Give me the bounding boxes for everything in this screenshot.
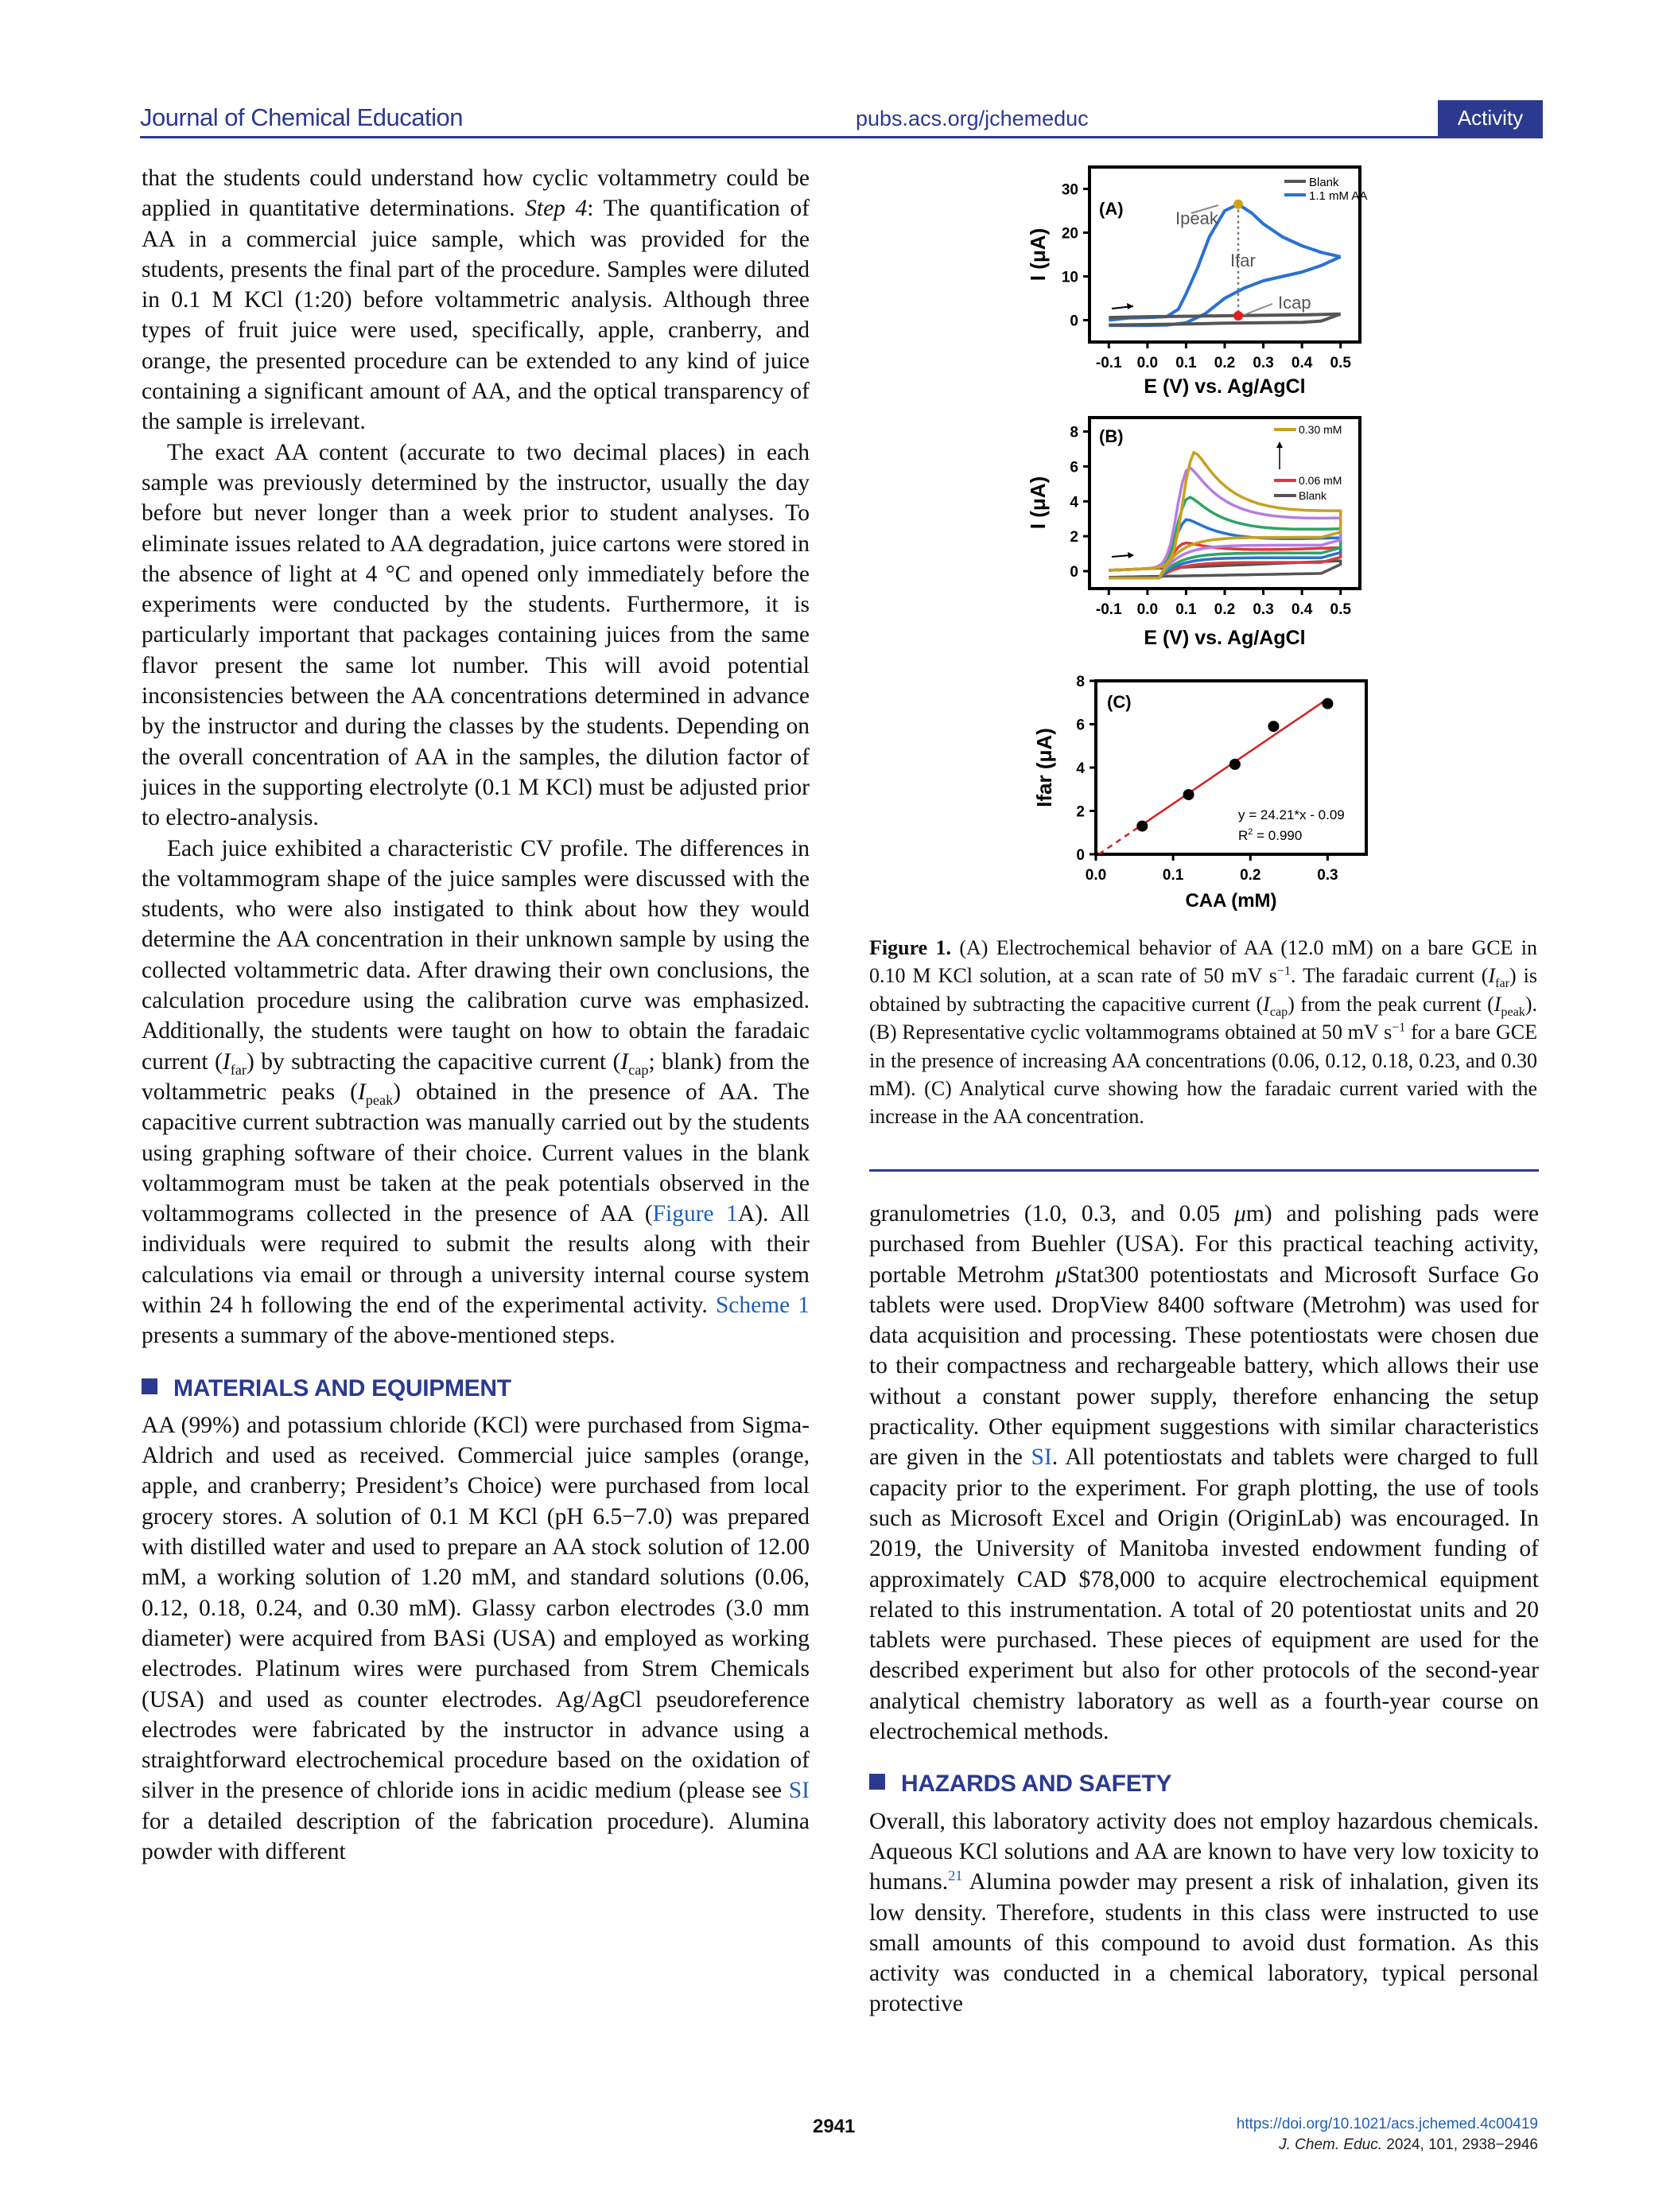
y-axis-label: I (μA) [1026, 227, 1050, 282]
x-tick-label: -0.1 [1095, 355, 1122, 371]
x-tick-label: 0.5 [1330, 601, 1351, 618]
data-point [1136, 821, 1148, 832]
x-axis-label: E (V) vs. Ag/AgCl [1144, 375, 1306, 398]
y-tick-label: 2 [1076, 803, 1085, 821]
y-axis-label: Ifar (μA) [1032, 728, 1056, 807]
journal-url[interactable]: pubs.acs.org/jchemeduc [856, 107, 1089, 130]
y-axis-label: I (μA) [1026, 476, 1050, 530]
arrow-head [1128, 552, 1134, 558]
icap-leader [1244, 304, 1272, 315]
section-square-icon [869, 1774, 885, 1790]
series-line [1109, 314, 1340, 317]
paragraph: The exact AA content (accurate to two decimal places) in each sample was previously determined by the instructor, usually the day before but never longer than a week prior to student analyses. To eliminate issues related to AA degradation, juice cartons were stored in the absence of light at 4 °C and opened only immediately before the experiments were conducted by the students. Furthermore, it is particularly important that packages containing juices from the same flavor present the same lot number. This will avoid potential inconsistencies between the AA concentrations determined in advance by the instructor and during the classes by the students. Depending on the overall concentration of AA in the samples, the dilution factor of juices in the supporting electrolyte (0.1 M KCl) must be adjusted prior to electro-analysis. [142, 439, 810, 831]
legend-label: Blank [1309, 176, 1339, 189]
y-tick-label: 6 [1070, 459, 1078, 476]
panel-c [1010, 668, 1408, 923]
fit-equation: y = 24.21*x - 0.09 [1238, 807, 1345, 822]
icap-annotation: Icap [1278, 293, 1311, 313]
x-tick-label: 0.0 [1085, 867, 1107, 884]
section-heading-materials: MATERIALS AND EQUIPMENT [142, 1374, 810, 1404]
ifar-annotation: Ifar [1230, 251, 1256, 270]
y-tick-label: 0 [1070, 564, 1078, 581]
panel-label: (B) [1099, 426, 1124, 446]
y-tick-label: 30 [1061, 181, 1078, 199]
section-heading-hazards: HAZARDS AND SAFETY [869, 1769, 1539, 1799]
x-tick-label: 0.4 [1291, 355, 1313, 371]
paragraph: granulometries (1.0, 0.3, and 0.05 μm) and polishing pads were purchased from Buehler (USA). For this practical teaching activity, portable Metrohm μStat300 potentiostats and Microsoft Surface Go tablets were used. DropView 8400 software (Metrohm) was used for data acquisition and processing. These potentiostats were chosen due to their compactness and rechargeable battery, which allows their use without a constant power supply, therefore enhancing the setup practicality. Other equipment suggestions with similar characteristics are given in the SI. All potentiostats and tablets were charged to full capacity prior to the experiment. For graph plotting, the use of tools such as Microsoft Excel and Origin (OriginLab) was encouraged. In 2019, the University of Manitoba invested endowment funding of approximately CAD $78,000 to acquire electrochemical equipment related to this instrumentation. A total of 20 potentiostat units and 20 tablets were purchased. These pieces of equipment are used for the described experiment but also for other protocols of the second-year analytical chemistry laboratory as well as a fourth-year course on electrochemical methods. [869, 1201, 1539, 1745]
y-tick-label: 4 [1076, 760, 1085, 777]
x-tick-label: 0.0 [1136, 355, 1159, 371]
section-badge: Activity [1438, 100, 1543, 136]
chart-panel-a [1010, 159, 1392, 406]
y-tick-label: 4 [1070, 494, 1078, 511]
y-tick-label: 8 [1070, 424, 1078, 441]
x-tick-label: -0.1 [1095, 601, 1122, 618]
arrow-head [1127, 303, 1133, 309]
panel-a [1010, 159, 1408, 406]
x-tick-label: 0.5 [1330, 355, 1351, 371]
x-tick-label: 0.1 [1175, 601, 1197, 618]
data-point [1183, 789, 1194, 800]
x-tick-label: 0.3 [1317, 867, 1338, 884]
si-link[interactable]: SI [1031, 1444, 1052, 1471]
data-point [1229, 759, 1241, 770]
panel-b [1010, 406, 1408, 668]
arrow-head [1276, 441, 1283, 448]
left-column [142, 163, 810, 1867]
paragraph: Each juice exhibited a characteristic CV profile. The differences in the voltammogram shape of the juice samples were discussed with the students, who were also instigated to think about how they would determine the AA concentration in their unknown sample by using the collected voltammetric data. After drawing their own conclusions, the calculation procedure using the calibration curve was emphasized. Additionally, the students were taught on how to obtain the faradaic current $(I_{far})$ by subtracting the capacitive current ($I_{cap}$; blank) from the voltammetric peaks $(I_{peak})$ obtained in the presence of AA. The capacitive current subtraction was manually carried out by the students using graphing software of their choice. Current values in the blank voltammogram must be taken at the peak potentials observed in the voltammograms collected in the presence of AA (Figure 1A). All individuals were required to submit the results along with their calculations via email or through a university internal course system within 24 h following the end of the experimental activity. Scheme 1 presents a summary of the above-mentioned steps. [142, 835, 810, 1349]
fit-extrapolation-line [1099, 830, 1135, 853]
x-tick-label: 0.1 [1162, 867, 1184, 884]
y-tick-label: 20 [1061, 225, 1078, 243]
y-tick-label: 2 [1070, 529, 1078, 546]
x-tick-label: 0.2 [1240, 867, 1261, 884]
paragraph: that the students could understand how cyclic voltammetry could be applied in quantitative determinations. Step 4: The quantification of AA in a commercial juice sample, which was provided for the students, presents the final part of the procedure. Samples were diluted in 0.1 M KCl (1:20) before voltammetric analysis. Although three types of fruit juice were used, specifically, apple, cranberry, and orange, the presented procedure can be extended to any kind of juice containing a significant amount of AA, and the optical transparency of the sample is irrelevant. [142, 165, 810, 435]
page-number: 2941 [813, 2116, 856, 2137]
header-rule [140, 136, 1543, 138]
legend-label: 1.1 mM AA [1309, 189, 1368, 203]
x-axis-label: E (V) vs. Ag/AgCl [1144, 627, 1306, 649]
caption-rule [869, 1169, 1539, 1172]
x-tick-label: 0.3 [1253, 601, 1274, 618]
cap-marker [1233, 311, 1243, 321]
x-axis-label: CAA (mM) [1185, 890, 1277, 912]
paragraph: Overall, this laboratory activity does not employ hazardous chemicals. Aqueous KCl solutions and AA are known to have very low toxicity to humans.$^{21}$ Alumina powder may present a risk of inhalation, given its low density. Therefore, students in this class were instructed to use small amounts of this compound to avoid dust formation. As this activity was conducted in a chemical laboratory, typical personal protective [869, 1808, 1539, 2017]
right-column [869, 1199, 1539, 2020]
section-square-icon [142, 1378, 157, 1394]
x-tick-label: 0.3 [1253, 355, 1274, 371]
legend-label: 0.30 mM [1299, 423, 1342, 436]
x-tick-label: 0.2 [1214, 601, 1236, 618]
scheme-1-link[interactable]: Scheme 1 [715, 1292, 810, 1318]
data-point [1268, 721, 1279, 732]
citation: J. Chem. Educ. 2024, 101, 2938−2946 [1279, 2136, 1538, 2153]
figure-1 [1010, 159, 1408, 923]
chart-panel-b [1010, 406, 1392, 668]
legend-label: 0.06 mM [1299, 474, 1342, 487]
x-tick-label: 0.0 [1136, 601, 1159, 618]
y-tick-label: 8 [1076, 674, 1085, 690]
scan-direction-arrow [1112, 555, 1131, 557]
chart-panel-c [1010, 668, 1392, 923]
legend-label: Blank [1299, 489, 1327, 502]
x-tick-label: 0.1 [1175, 355, 1197, 371]
x-tick-label: 0.4 [1291, 601, 1313, 618]
figure-caption: Figure 1. (A) Electrochemical behavior of AA (12.0 mM) on a bare GCE in 0.10 M KCl solution, at a scan rate of 50 mV $s^{-1}$. The faradaic current $(I_{far})$ is obtained by subtracting the capacitive current $(I_{cap})$ from the peak current $(I_{peak})$. (B) Representative cyclic voltammograms obtained at 50 mV $s^{-1}$ for a bare GCE in the presence of increasing AA concentrations (0.06, 0.12, 0.18, 0.23, and 0.30 mM). (C) Analytical curve showing how the faradaic current varied with the increase in the AA concentration. [869, 936, 1538, 1129]
panel-label: (C) [1107, 692, 1132, 712]
figure-1-link[interactable]: Figure 1 [652, 1201, 738, 1227]
ipeak-annotation: Ipeak [1175, 208, 1218, 228]
reference-21-link[interactable]: 21 [948, 1868, 963, 1884]
peak-marker [1233, 200, 1243, 209]
y-tick-label: 6 [1076, 717, 1085, 734]
paragraph: AA (99%) and potassium chloride (KCl) were purchased from Sigma-Aldrich and used as received. Commercial juice samples (orange, apple, and cranberry; President’s Choice) were purchased from local grocery stores. A solution of 0.1 M KCl (pH 6.5−7.0) was prepared with distilled water and used to prepare an AA stock solution of 12.00 mM, a working solution of 1.20 mM, and standard solutions (0.06, 0.12, 0.18, 0.24, and 0.30 mM). Glassy carbon electrodes (3.0 mm diameter) were acquired from BASi (USA) and employed as working electrodes. Platinum wires were purchased from Strem Chemicals (USA) and used as counter electrodes. Ag/AgCl pseudoreference electrodes were fabricated by the instructor in advance using a straightforward electrochemical procedure based on the oxidation of silver in the presence of chloride ions in acidic medium (please see SI for a detailed description of the fabrication procedure). Alumina powder with different [142, 1412, 810, 1865]
x-tick-label: 0.2 [1214, 355, 1236, 371]
journal-title: Journal of Chemical Education [140, 103, 463, 131]
doi-link[interactable]: https://doi.org/10.1021/acs.jchemed.4c00419 [1236, 2116, 1538, 2132]
y-tick-label: 10 [1061, 269, 1078, 286]
y-tick-label: 0 [1076, 847, 1085, 864]
y-tick-label: 0 [1070, 313, 1078, 330]
data-point [1322, 698, 1333, 709]
r-squared: $R^2 = 0.990$ [1238, 827, 1303, 843]
running-header [140, 103, 1543, 138]
panel-label: (A) [1099, 199, 1124, 219]
si-link[interactable]: SI [788, 1778, 810, 1804]
